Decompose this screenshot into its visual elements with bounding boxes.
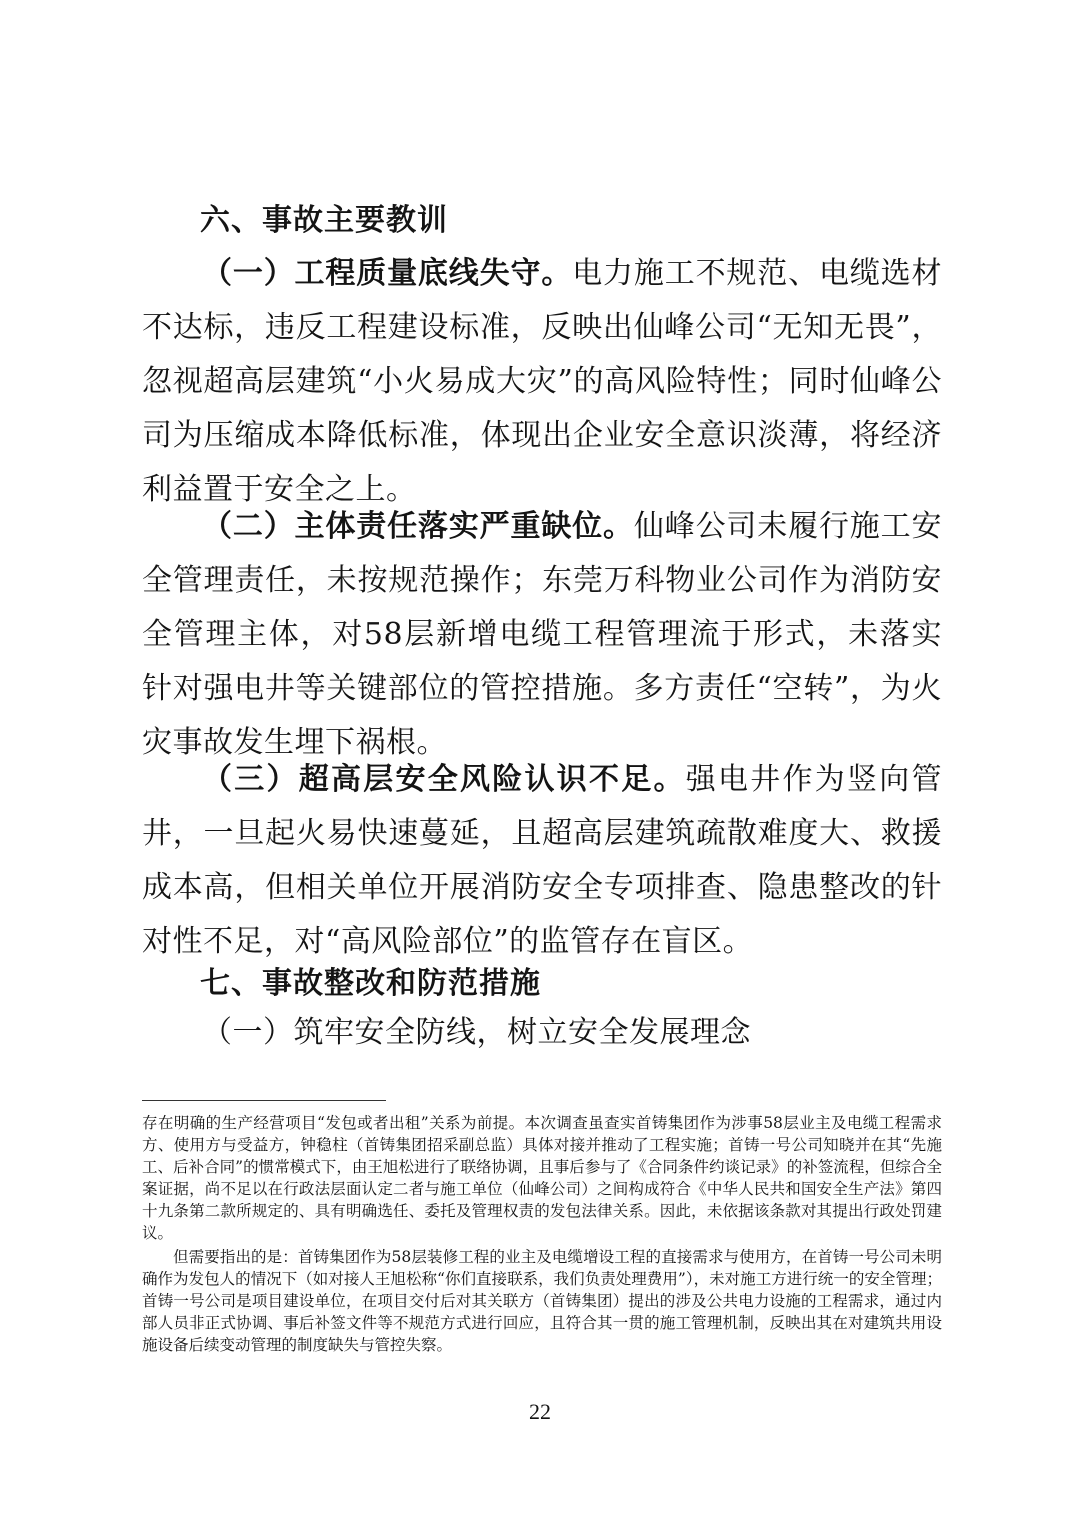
section-6-heading: 六、事故主要教训 — [200, 203, 448, 238]
footnote-paragraph-1: 存在明确的生产经营项目“发包或者出租”关系为前提。本次调查虽查实首铸集团作为涉事58层业主及电缆工程需求方、使用方与受益方，钟稳柱（首铸集团招采副总监）具体对接并推动了工程实施；首铸一号公司知晓并在其“先施工、后补合同”的惯常模式下，由王旭松进行了联络协调，且事后参与了《合同条件约谈记录》的补签流程，但综合全案证据，尚不足以在行政法层面认定二者与施工单位（仙峰公司）之间构成符合《中华人民共和国安全生产法》第四十九条第二款所规定的、具有明确选任、委托及管理权责的发包法律关系。因此，未依据该条款对其提出行政处罚建议。 — [142, 1114, 942, 1242]
footnote-separator — [142, 1100, 386, 1101]
lesson-2-body: 仙峰公司未履行施工安全管理责任，未按规范操作；东莞万科物业公司作为消防安全管理主体，对58层新增电缆工程管理流于形式，未落实针对强电井等关键部位的管控措施。多方责任“空转”，为火灾事故发生埋下祸根。 — [142, 509, 943, 760]
page-number: 22 — [529, 1399, 551, 1424]
lesson-1-lead: （一）工程质量底线失守。 — [202, 256, 573, 291]
lesson-1-body: 电力施工不规范、电缆选材不达标，违反工程建设标准，反映出仙峰公司“无知无畏”，忽视超高层建筑“小火易成大灾”的高风险特性；同时仙峰公司为压缩成本降低标准，体现出企业安全意识淡薄，将经济利益置于安全之上。 — [142, 256, 943, 507]
footnote-paragraph-2: 但需要指出的是：首铸集团作为58层装修工程的业主及电缆增设工程的直接需求与使用方，在首铸一号公司未明确作为发包人的情况下（如对接人王旭松称“你们直接联系，我们负责处理费用”），未对施工方进行统一的安全管理；首铸一号公司是项目建设单位，在项目交付后对其关联方（首铸集团）提出的涉及公共电力设施的工程需求，通过内部人员非正式协调、事后补签文件等不规范方式进行回应，且符合其一贯的施工管理机制，反映出其在对建筑共用设施设备后续变动管理的制度缺失与管控失察。 — [142, 1248, 942, 1354]
section-7-heading: 七、事故整改和防范措施 — [200, 966, 541, 1001]
lesson-1-paragraph — [142, 247, 942, 517]
lesson-2-lead: （二）主体责任落实严重缺位。 — [202, 509, 634, 544]
lesson-3-lead: （三）超高层安全风险认识不足。 — [202, 762, 686, 797]
lesson-3-body: 强电井作为竖向管井，一旦起火易快速蔓延，且超高层建筑疏散难度大、救援成本高，但相关单位开展消防安全专项排查、隐患整改的针对性不足，对“高风险部位”的监管存在盲区。 — [142, 762, 942, 959]
lesson-2-paragraph — [142, 500, 942, 770]
lesson-3-paragraph — [142, 753, 942, 969]
section-7-subheading-1: （一）筑牢安全防线，树立安全发展理念 — [202, 1015, 751, 1050]
